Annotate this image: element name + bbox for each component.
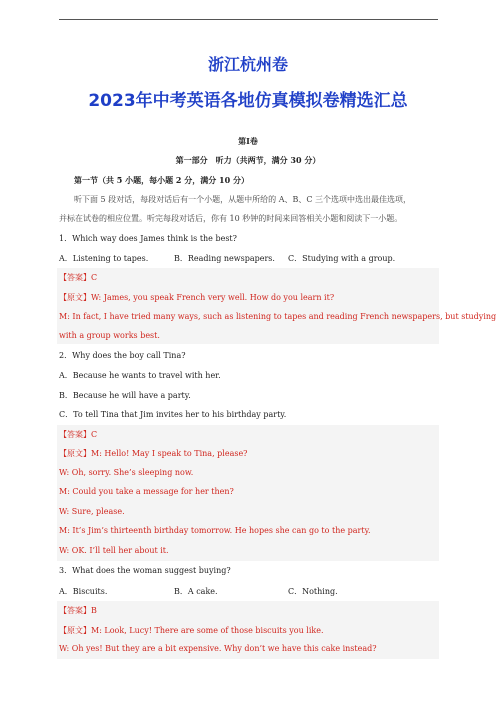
q3-option-b: B．A cake. (174, 587, 218, 596)
q2-transcript-line-4: W: Sure, please. (59, 507, 125, 516)
q3-transcript-line-2: W: Oh yes! But they are a bit expensive. Why don’t we have this cake instead? (59, 644, 377, 653)
instructions-line-2: 并标在试卷的相应位置。听完每段对话后，你有 10 秒钟的时间来回答相关小题和阅读下一小题。 (59, 214, 403, 223)
q2-option-b: B．Because he will have a party. (59, 391, 191, 400)
q1-transcript-line-1: 【原文】W: James, you speak French very well. How do you learn it? (59, 293, 335, 302)
q1-transcript-line-3: with a group works best. (59, 331, 160, 340)
q2-option-c: C．To tell Tina that Jim invites her to his birthday party. (59, 410, 287, 419)
title-province: 浙江杭州卷 (207, 55, 288, 74)
q2-transcript-line-3: M: Could you take a message for her then? (59, 487, 234, 496)
instructions-line-1: 听下面 5 段对话，每段对话后有一个小题，从题中所给的 A、B、C 三个选项中选出最佳选项， (74, 195, 412, 204)
section-heading: 第一节（共 5 小题，每小题 2 分，满分 10 分） (74, 175, 249, 185)
header-rule (59, 19, 438, 20)
q1-transcript-line-2: M: In fact, I have tried many ways, such as listening to tapes and reading French newspapers, but studying (59, 312, 496, 321)
q3-transcript-line-1: 【原文】M: Look, Lucy! There are some of those biscuits you like. (59, 626, 324, 635)
part-heading: 第一部分 听力（共两节，满分 30 分） (175, 155, 321, 165)
q2-option-a: A．Because he wants to travel with her. (59, 371, 221, 380)
q2-transcript-line-6: W: OK. I’ll tell her about it. (59, 546, 169, 555)
q2-answer: 【答案】C (59, 430, 98, 439)
q3-option-a: A．Biscuits. (59, 587, 108, 596)
volume-heading: 第I卷 (238, 136, 258, 146)
q3-option-c: C．Nothing. (288, 587, 338, 596)
q1-option-b: B．Reading newspapers. (174, 254, 275, 263)
q1-option-c: C．Studying with a group. (288, 254, 396, 263)
q1-option-a: A．Listening to tapes. (59, 254, 149, 263)
q3-answer: 【答案】B (59, 606, 97, 615)
question-2: 2．Why does the boy call Tina? (59, 351, 186, 360)
question-1: 1．Which way does James think is the best? (59, 234, 237, 243)
q2-transcript-line-5: M: It’s Jim’s thirteenth birthday tomorrow. He hopes she can go to the party. (59, 526, 371, 535)
question-3: 3．What does the woman suggest buying? (59, 566, 231, 575)
title-main: 2023年中考英语各地仿真模拟卷精选汇总 (88, 91, 408, 111)
q1-answer: 【答案】C (59, 273, 98, 282)
q2-transcript-line-2: W: Oh, sorry. She’s sleeping now. (59, 468, 194, 477)
q2-transcript-line-1: 【原文】M: Hello! May I speak to Tina, please? (59, 449, 248, 458)
